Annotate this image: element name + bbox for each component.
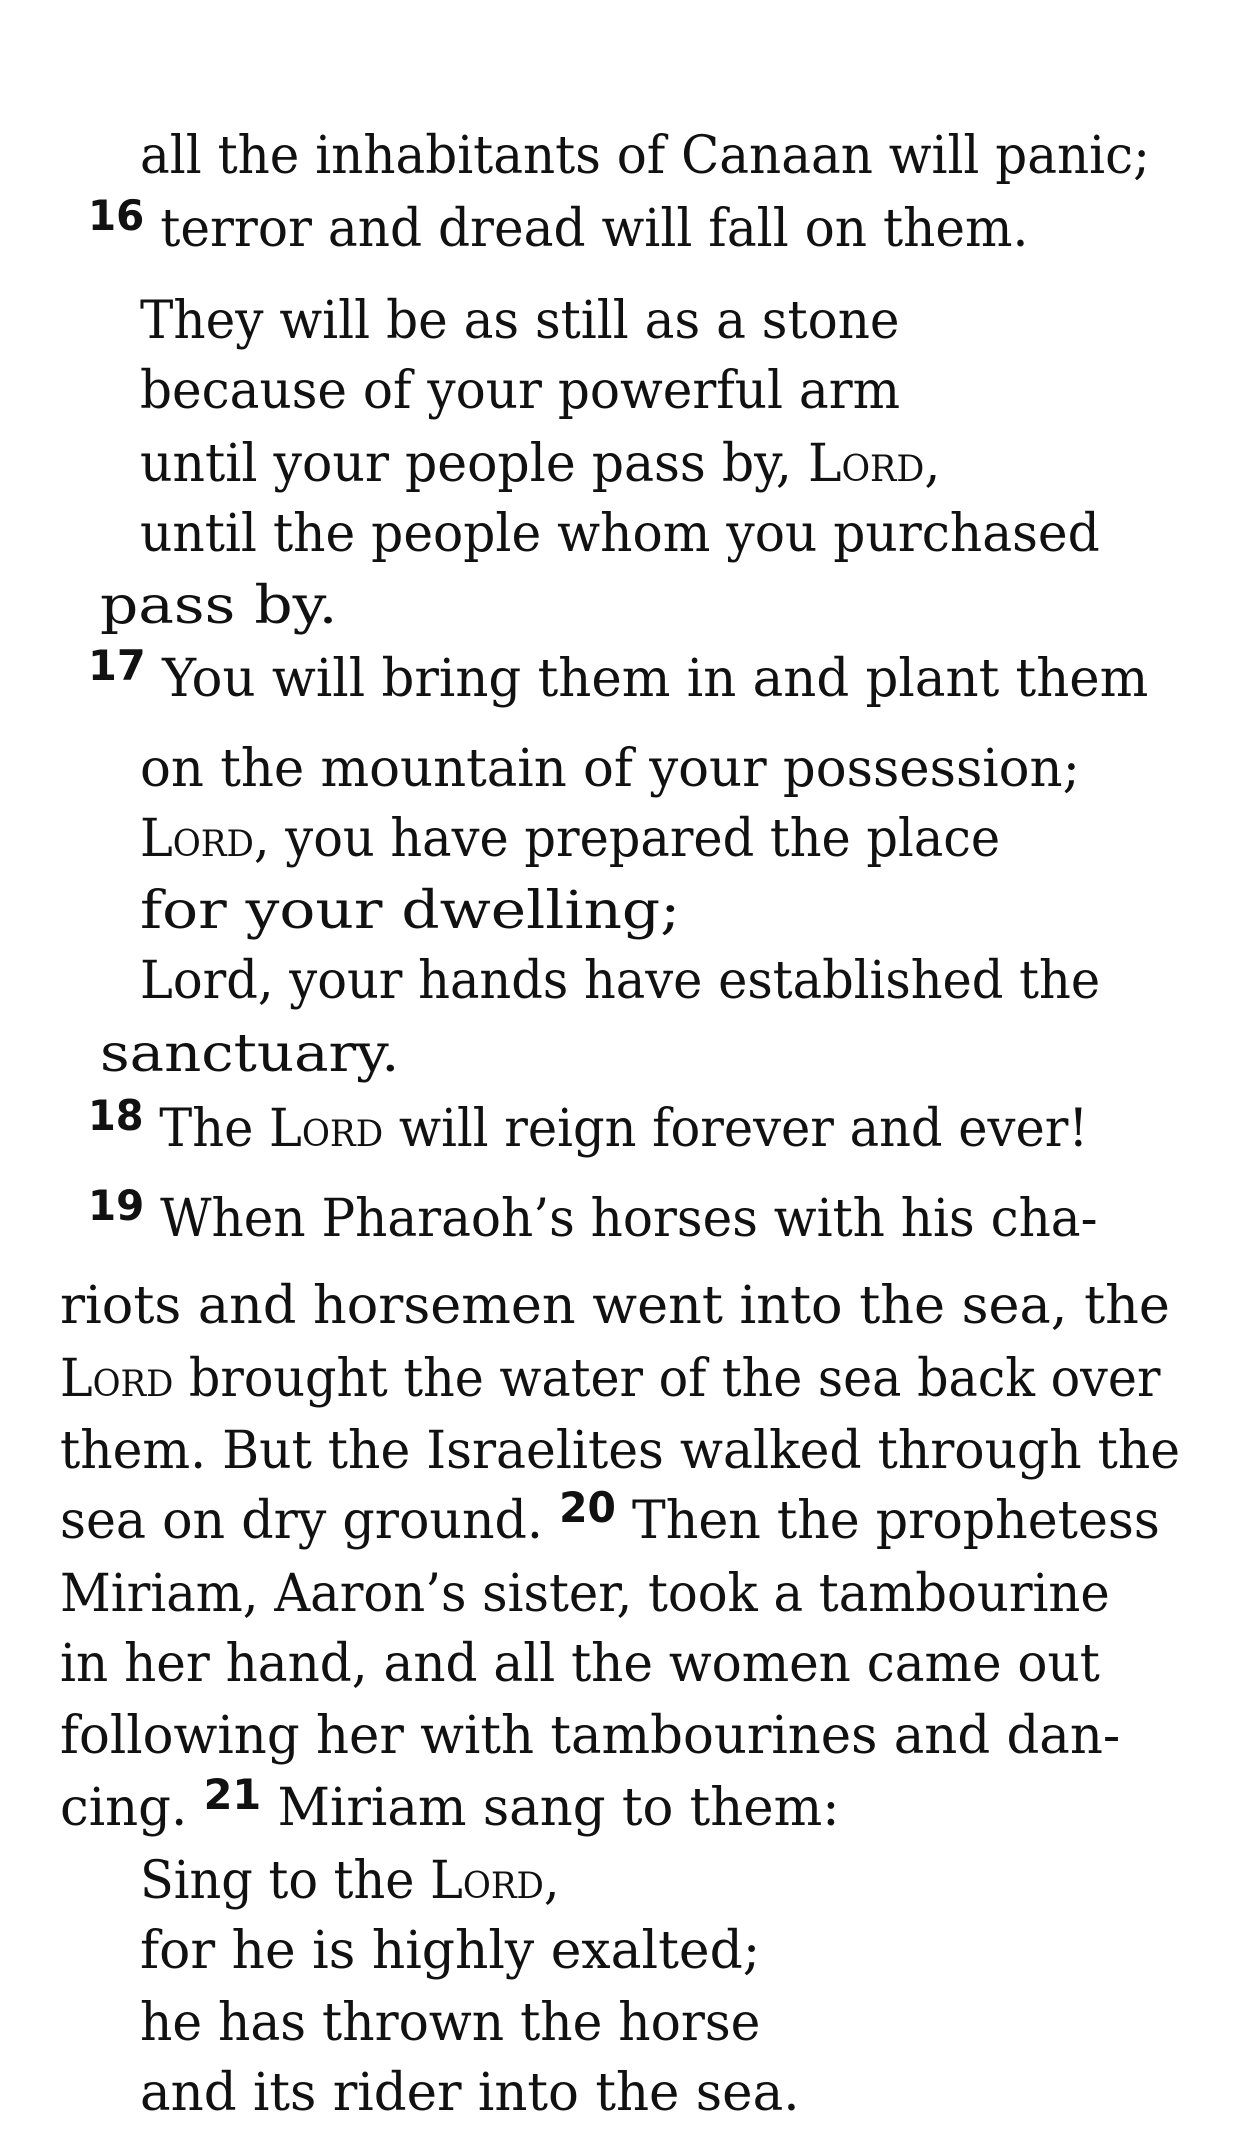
divine-name: Lord [60,1349,174,1409]
verse-text: sanctuary. [100,1024,400,1084]
verse-text: Miriam, Aaron’s sister, took a tambourine [60,1564,1110,1624]
verse-text: he has thrown the horse [140,1993,761,2053]
verse-text: terror and dread will fall on them. [144,199,1029,259]
text-line [140,733,1080,805]
verse-text: pass by. [100,576,338,636]
text-line [140,498,1100,570]
divine-name: Lord [269,1099,384,1159]
text-line [100,1018,400,1090]
verse-text: , [924,434,941,494]
text-line [60,1270,1170,1342]
verse-text: for he is highly exalted; [140,1921,761,1981]
divine-name: Lord [430,1851,544,1911]
verse-text: Miriam sang to them: [261,1778,840,1838]
text-line [60,1343,1160,1415]
text-line [140,285,900,357]
verse-text: all the inhabitants of Canaan will panic; [140,126,1150,186]
text-line [140,428,940,500]
verse-text: Sing to the [140,1851,431,1911]
divine-name: Lord [807,434,925,494]
verse-number: 17 [88,641,146,690]
verse-text: because of your powerful arm [140,361,901,421]
text-line [88,643,1148,715]
verse-number: 21 [203,1770,262,1819]
text-line [140,1845,560,1917]
verse-text: following her with tambourines and dan- [60,1706,1121,1766]
verse-text: The [143,1099,270,1159]
text-line [140,355,900,427]
verse-text: Lord, your hands have established the [140,951,1101,1011]
verse-text: When Pharaoh’s horses with his cha- [144,1189,1098,1249]
verse-text: You will bring them in and plant them [145,649,1149,709]
text-line [60,1772,840,1844]
verse-text: for your dwelling; [140,881,681,941]
text-line [140,945,1100,1017]
verse-text: until the people whom you purchased [140,504,1100,564]
text-line [140,120,1150,192]
verse-text: on the mountain of your possession; [140,739,1080,799]
verse-text: , [543,1851,560,1911]
divine-name: Lord [140,809,254,869]
text-line [140,803,1000,875]
verse-text: brought the water of the sea back over [173,1349,1161,1409]
verse-text: sea on dry ground. [60,1491,560,1551]
text-line [60,1485,1160,1557]
verse-text: them. But the Israelites walked through the [60,1421,1181,1481]
text-line [88,193,1028,265]
verse-text: cing. [60,1778,204,1838]
verse-number: 16 [88,191,145,240]
text-line [100,570,400,642]
verse-number: 20 [559,1483,616,1532]
verse-text: until your people pass by, [140,434,808,494]
text-line [88,1093,1088,1165]
text-line [60,1700,1120,1772]
text-line [140,2057,800,2129]
verse-text: , you have prepared the place [253,809,1001,869]
text-line [140,1915,760,1987]
text-line [60,1628,1100,1700]
text-line [140,875,680,947]
verse-text: will reign forever and ever! [383,1099,1089,1159]
text-line [88,1183,1098,1255]
verse-text: riots and horsemen went into the sea, the [60,1276,1170,1336]
text-line [140,1987,760,2059]
verse-text: They will be as still as a stone [140,291,900,351]
verse-number: 19 [88,1181,145,1230]
text-line [60,1558,1110,1630]
verse-text: in her hand, and all the women came out [60,1634,1100,1694]
verse-text: and its rider into the sea. [140,2063,800,2123]
verse-number: 18 [88,1091,144,1140]
text-line [60,1415,1180,1487]
verse-text: Then the prophetess [615,1491,1160,1551]
